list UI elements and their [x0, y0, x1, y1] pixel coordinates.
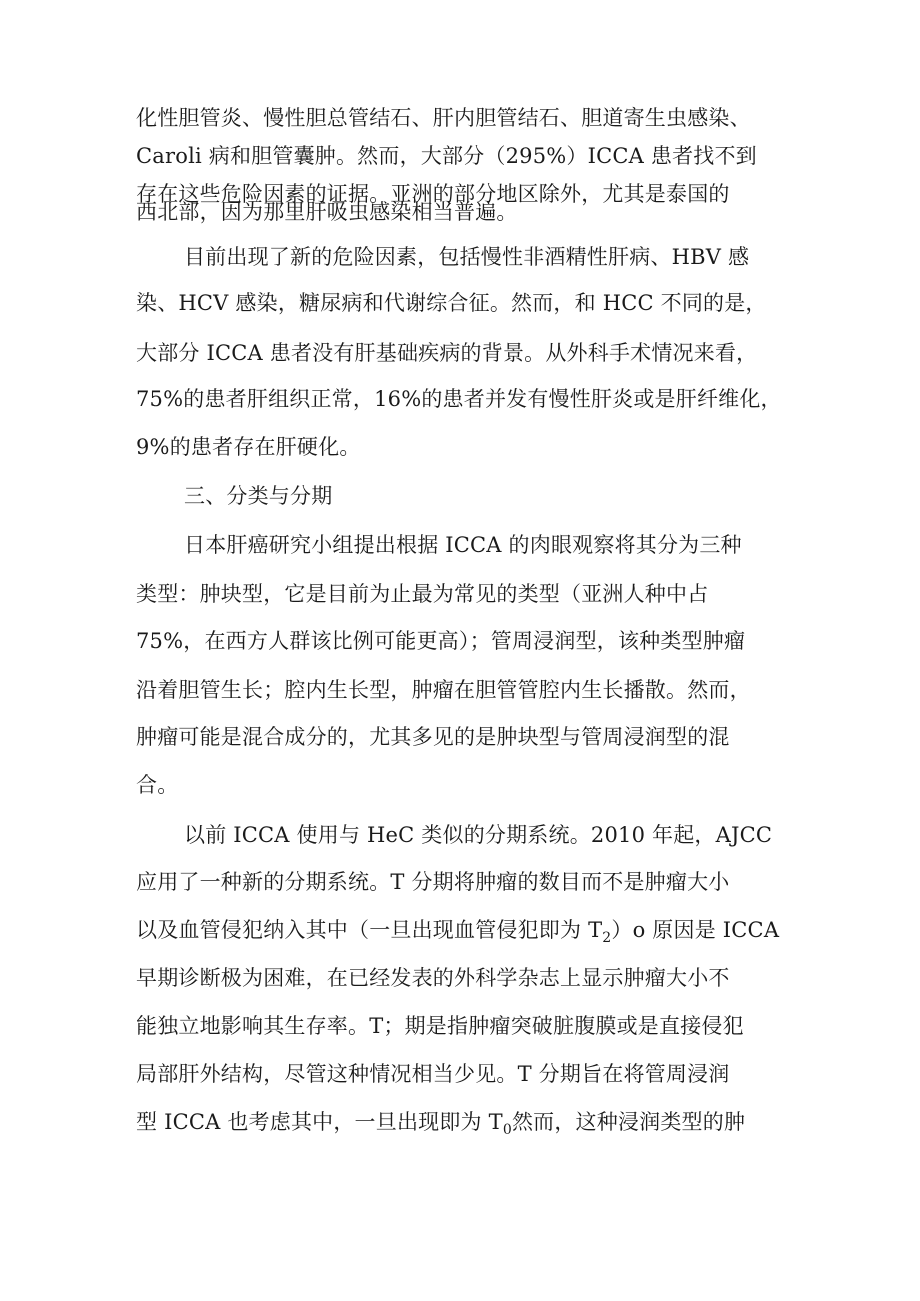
- paragraph-4-line-7: [136, 1108, 796, 1136]
- paragraph-3-line-6: 合。: [136, 773, 179, 797]
- paragraph-4-line-1: 以前 ICCA 使用与 HeC 类似的分期系统。2010 年起，AJCC: [184, 823, 773, 847]
- paragraph-3-line-4: 沿着胆管生长；腔内生长型，肿瘤在胆管管腔内生长播散。然而，: [136, 678, 751, 702]
- paragraph-2-line-5: 9%的患者存在肝硬化。: [136, 435, 361, 459]
- paragraph-4-line-3: [136, 916, 796, 944]
- paragraph-3-line-1: 日本肝癌研究小组提出根据 ICCA 的肉眼观察将其分为三种: [184, 533, 742, 557]
- paragraph-4-line-6: 局部肝外结构，尽管这种情况相当少见。T 分期旨在将管周浸润: [136, 1062, 730, 1086]
- paragraph-2-line-1: 目前出现了新的危险因素，包括慢性非酒精性肝病、HBV 感: [184, 245, 750, 269]
- paragraph-4-line-4: 早期诊断极为困难，在已经发表的外科学杂志上显示肿瘤大小不: [136, 966, 730, 990]
- paragraph-1-line-1: 化性胆管炎、慢性胆总管结石、肝内胆管结石、胆道寄生虫感染、: [136, 106, 751, 130]
- paragraph-4-line-7-text-b: 然而，这种浸润类型的肿: [511, 1110, 746, 1134]
- section-heading: 三、分类与分期: [184, 484, 333, 508]
- paragraph-2-line-4: 75%的患者肝组织正常，16%的患者并发有慢性肝炎或是肝纤维化，: [136, 387, 782, 411]
- subscript-0: 0: [502, 1122, 512, 1138]
- paragraph-3-line-3: 75%，在西方人群该比例可能更高）；管周浸润型，该种类型肿瘤: [136, 629, 746, 653]
- paragraph-1-line-2: Caroli 病和胆管囊肿。然而，大部分（295%）ICCA 患者找不到: [136, 144, 757, 168]
- paragraph-1-line-3: 存在这些危险因素的证据。亚洲的部分地区除外，尤其是泰国的: [136, 182, 730, 206]
- paragraph-2-line-2: 染、HCV 感染，糖尿病和代谢综合征。然而，和 HCC 不同的是，: [136, 291, 767, 315]
- paragraph-4-line-3-text-a: 以及血管侵犯纳入其中（一旦出现血管侵犯即为 T: [136, 918, 603, 942]
- paragraph-1-line-4: 西北部，因为那里肝吸虫感染相当普遍。: [136, 200, 518, 224]
- paragraph-3-line-5: 肿瘤可能是混合成分的，尤其多见的是肿块型与管周浸润型的混: [136, 725, 730, 749]
- paragraph-3-line-2: 类型：肿块型，它是目前为止最为常见的类型（亚洲人种中占: [136, 582, 709, 606]
- paragraph-4-line-5: 能独立地影响其生存率。T；期是指肿瘤突破脏腹膜或是直接侵犯: [136, 1014, 744, 1038]
- paragraph-4-line-7-text-a: 型 ICCA 也考虑其中，一旦出现即为 T: [136, 1110, 503, 1134]
- paragraph-4-line-2: 应用了一种新的分期系统。T 分期将肿瘤的数目而不是肿瘤大小: [136, 870, 730, 894]
- paragraph-4-line-3-text-b: ）o 原因是 ICCA: [611, 918, 780, 942]
- subscript-2: 2: [602, 930, 612, 946]
- paragraph-2-line-3: 大部分 ICCA 患者没有肝基础疾病的背景。从外科手术情况来看，: [136, 341, 758, 365]
